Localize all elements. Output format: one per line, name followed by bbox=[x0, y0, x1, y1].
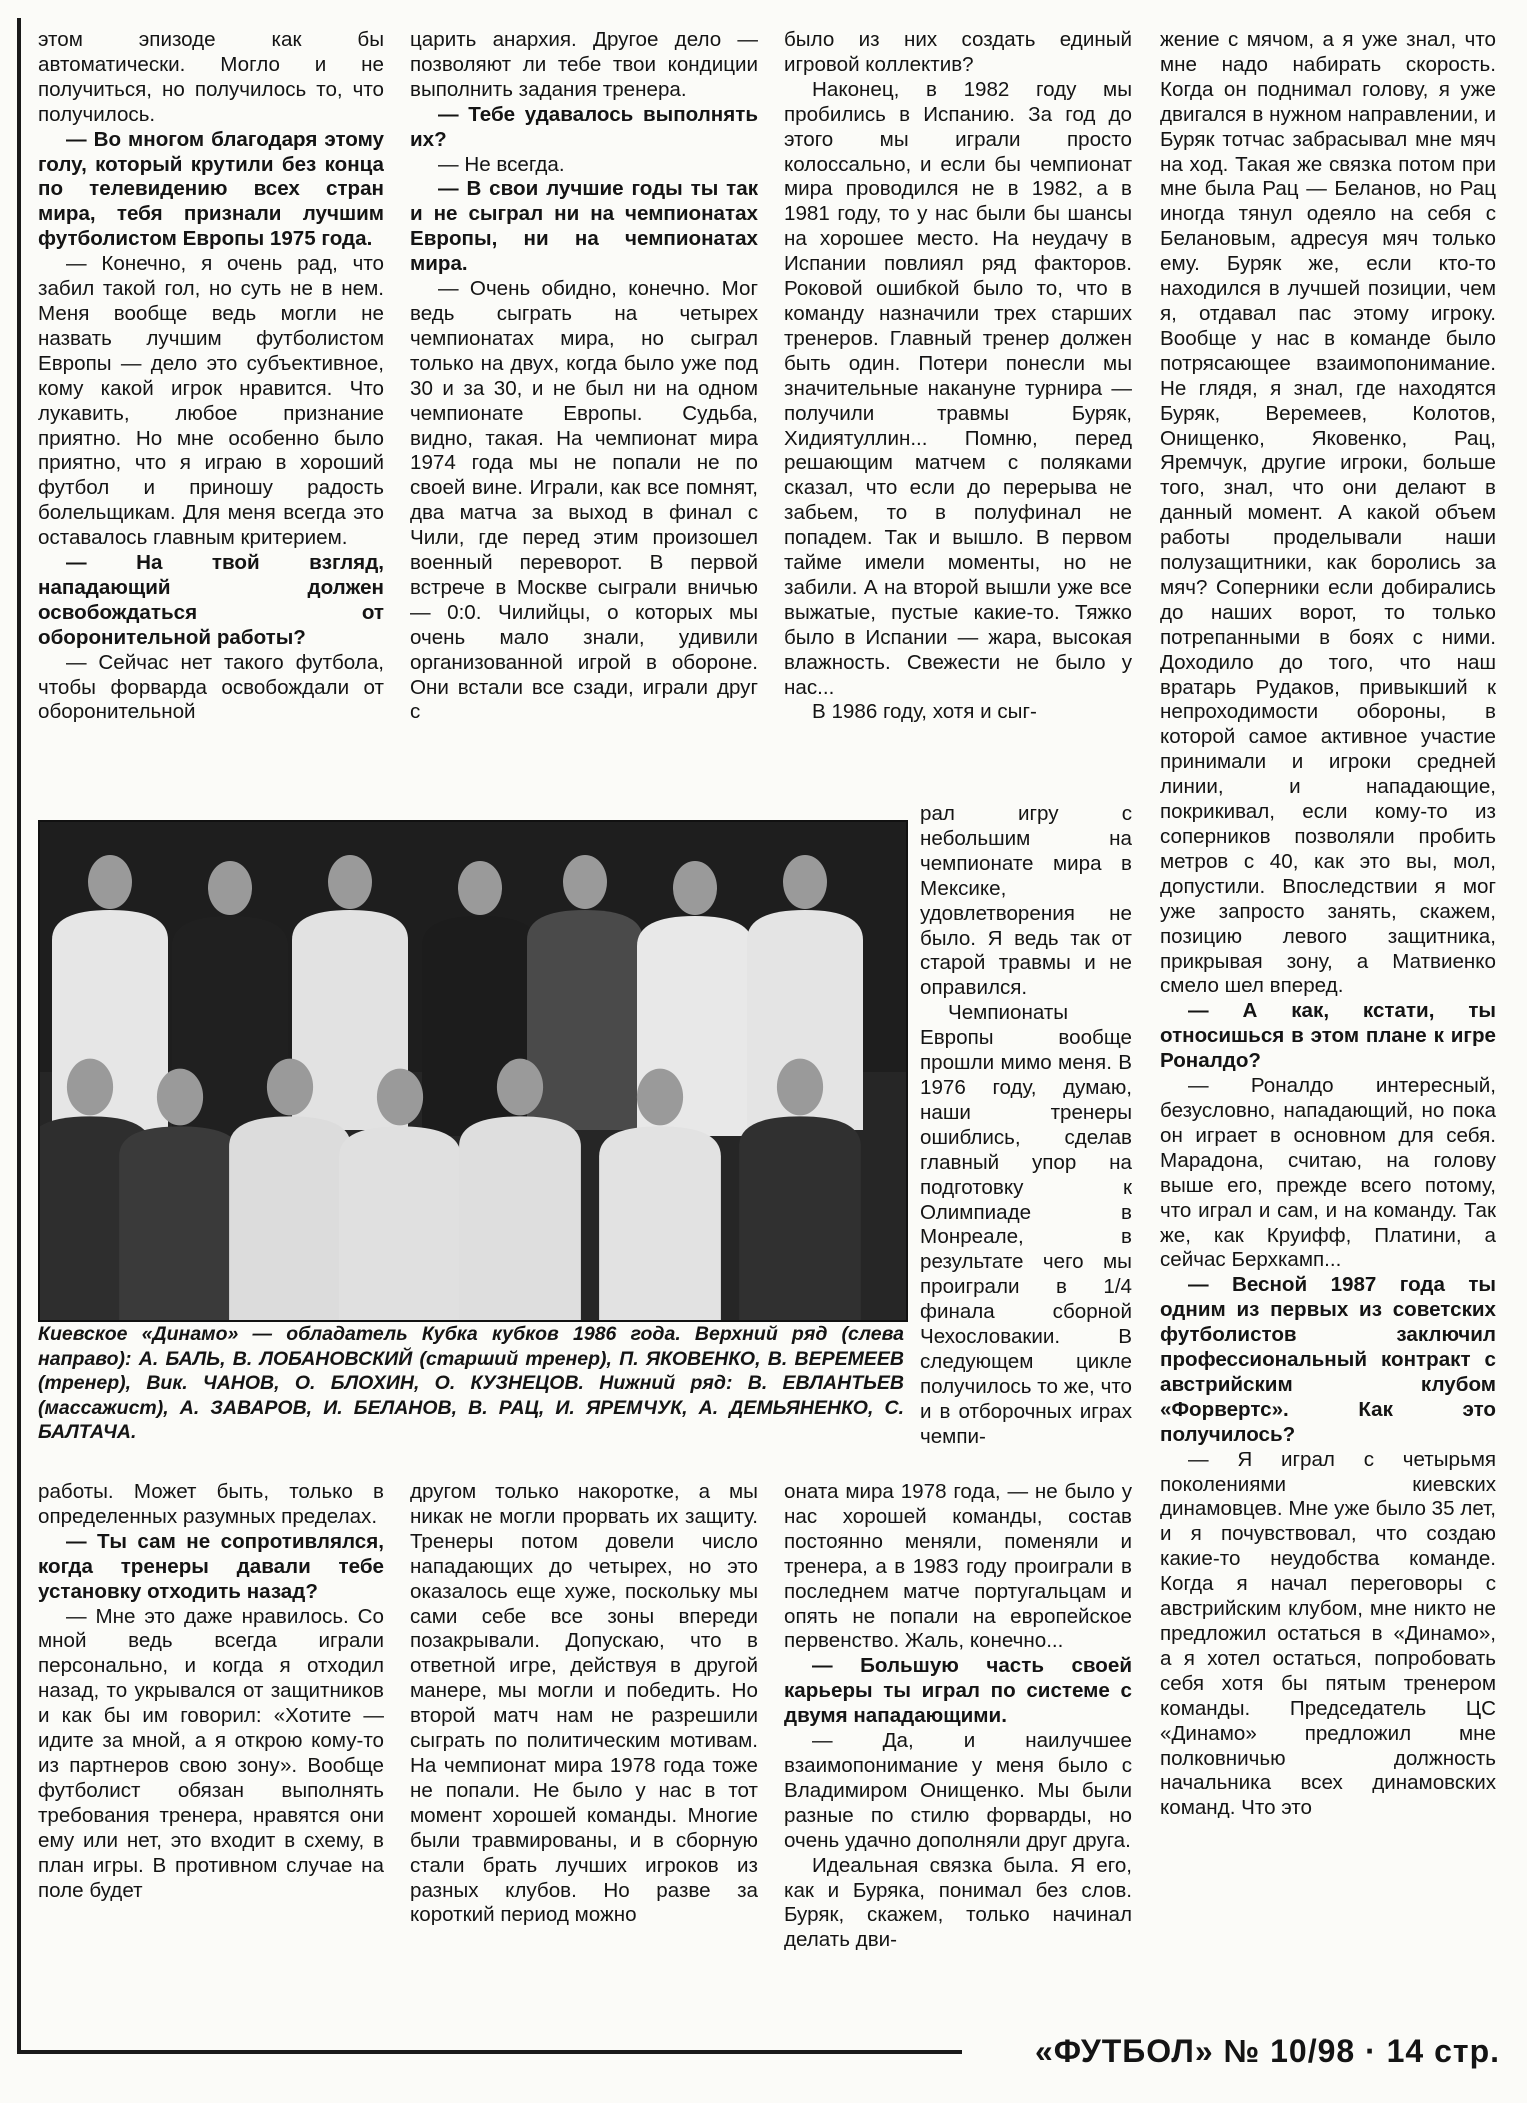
article-paragraph: — Конечно, я очень рад, что забил такой гол, но суть не в нем. Меня вообще ведь могли не назвать лучшим футболистом Европы — дело это субъективное, кому какой игрок нравится. Что лукавить, любое признание приятно. Но мне особенно было приятно, что я играю в хороший футбол и приношу радость болельщикам. Для меня всегда это оставалось главным критерием. bbox=[38, 252, 384, 550]
column-1-top bbox=[38, 28, 384, 800]
column-1-bottom bbox=[38, 1480, 384, 2040]
article-paragraph: — Мне это даже нравилось. Со мной ведь всегда играли персонально, и когда я отходил назад, то укрывался от защитников и как бы им говорил: «Хотите — идите за мной, а я открою кому-то из партнеров свою зону». Вообще футболист обязан выполнять требования тренера, нравятся они ему или нет, это входит в схему, в план игры. В противном случае на поле будет bbox=[38, 1604, 384, 1902]
interview-question: — Тебе удавалось выполнять их? bbox=[410, 102, 758, 151]
column-3-top bbox=[784, 28, 1132, 800]
article-paragraph: Чемпионаты Европы вообще прошли мимо меня. В 1976 году, думаю, наши тренеры ошиблись, сделав главный упор на подготовку к Олимпиаде в Монреале, в результате чего мы проиграли в 1/4 финала сборной Чехословакии. В следующем цикле получилось то же, что и в отборочных играх чемпи- bbox=[920, 1001, 1132, 1448]
article-paragraph: В 1986 году, хотя и сыг- bbox=[812, 700, 1037, 724]
article-paragraph: — Очень обидно, конечно. Мог ведь сыграть на четырех чемпионатах мира, но сыграл только на двух, когда было уже под 30 и за 30, и не был ни на одном чемпионате Европы. Судьба, видно, такая. На чемпионат мира 1974 года мы не попали не по своей вине. Играли, как все помнят, два матча за выход в финал с Чили, где перед этим произошел военный переворот. В первой встрече в Москве сыграли вничью — 0:0. Чилийцы, о которых мы очень мало знали, удивили организованной игрой в обороне. Они встали все сзади, играли друг с bbox=[410, 277, 758, 724]
article-paragraph: этом эпизоде как бы автоматически. Могло и не получиться, но получилось то, что получилось. bbox=[38, 28, 384, 126]
interview-question: — На твой взгляд, нападающий должен освобождаться от оборонительной работы? bbox=[38, 551, 384, 649]
article-paragraph: другом только накоротке, а мы никак не могли прорвать их защиту. Тренеры потом довели число нападающих до четырех, но это оказалось еще хуже, поскольку мы сами себе все зоны впереди позакрывали. Допускаю, что в ответной игре, действуя в другой манере, мы могли и победить. Но второй матч нам не разрешили сыграть по политическим мотивам. На чемпионат мира 1978 года тоже не попали. Не было у нас в тот момент хорошей команды. Многие были травмированы, и в сборную стали брать лучших игроков из разных клубов. Но разве за короткий период можно bbox=[410, 1480, 758, 1927]
article-paragraph: жение с мячом, а я уже знал, что мне надо набирать скорость. Когда он поднимал голову, я уже двигался в нужном направлении, и Буряк тотчас забрасывал мне мяч на ход. Такая же связка потом при мне была Рац — Беланов, но Рац иногда тянул одеяло на себя с Белановым, адресуя мяч только ему. Буряк же, если кто-то находился в лучшей позиции, чем я, отдавал пас этому игроку. Вообще у нас в команде было потрясающее взаимопонимание. Не глядя, я знал, где находятся Буряк, Веремеев, Колотов, Онищенко, Яковенко, Рац, Яремчук, другие игроки, больше того, знал, что они делают в данный момент. А какой объем работы проделывали наши полузащитники, как боролись за мяч? Соперники если добирались до наших ворот, то только потрепанными в боях с ними. Доходило до того, что наш вратарь Рудаков, привыкший к непроходимости обороны, в которой самое активное участие принимали и игроки средней линии, и нападающие, покрикивал, если кому-то из соперников позволяли пробить метров с 40, как это вы, мол, допустили. Впоследствии я мог уже запросто занять, скажем, позицию левого защитника, прикрывая зону, а Матвиенко смело шел вперед. bbox=[1160, 28, 1496, 998]
article-paragraph: Наконец, в 1982 году мы пробились в Испанию. За год до этого мы играли просто колоссально, и если бы чемпионат мира проводился не в 1982, а в 1981 году, то у нас были бы шансы на хорошее место. На неудачу в Испании повлиял ряд факторов. Роковой ошибкой было то, что в команду назначили трех старших тренеров. Главный тренер должен быть один. Потери понесли мы значительные накануне турнира — получили травмы Буряк, Хидиятуллин... Помню, перед решающим матчем с поляками сказал, что если до перерыва не забьем, то в полуфинал не попадем. Так и вышло. В первом тайме имели моменты, но не забили. А на второй вышли уже все выжатые, пустые какие-то. Тяжко было в Испании — жара, высокая влажность. Свежести не было у нас... bbox=[784, 77, 1132, 699]
team-photo-illustration bbox=[40, 822, 906, 1320]
article-paragraph: царить анархия. Другое дело — позволяют ли тебе твои кондиции выполнить задания тренера. bbox=[410, 28, 758, 101]
column-4 bbox=[1160, 28, 1496, 2028]
article-paragraph: — Не всегда. bbox=[438, 152, 565, 176]
interview-question: — Большую часть своей карьеры ты играл по системе с двумя нападающими. bbox=[784, 1654, 1132, 1728]
team-photo bbox=[38, 820, 908, 1322]
interview-question: — Весной 1987 года ты одним из первых из советских футболистов заключил профессиональный контракт с австрийским клубом «Форвертс». Как это получилось? bbox=[1160, 1273, 1496, 1446]
article-paragraph: оната мира 1978 года, — не было у нас хорошей команды, состав постоянно меняли, поменяли и тренера, а в 1983 году проиграли в последнем матче португальцам и опять не попали на европейское первенство. Жаль, конечно... bbox=[784, 1480, 1132, 1653]
article-paragraph: — Сейчас нет такого футбола, чтобы форварда освобождали от оборонительной bbox=[38, 650, 384, 724]
column-2-bottom bbox=[410, 1480, 758, 2040]
article-paragraph: Идеальная связка была. Я его, как и Буряка, понимал без слов. Буряк, скажем, только начинал делать дви- bbox=[784, 1853, 1132, 1952]
page-footer: «ФУТБОЛ» № 10/98 · 14 стр. bbox=[1034, 2033, 1500, 2069]
article-paragraph: — Да, и наилучшее взаимопонимание у меня было с Владимиром Онищенко. Мы были разные по стилю форварды, но очень удачно дополняли друг друга. bbox=[784, 1729, 1132, 1852]
interview-question: — В свои лучшие годы ты так и не сыграл ни на чемпионатах Европы, ни на чемпионатах мира. bbox=[410, 177, 758, 276]
article-paragraph: было из них создать единый игровой коллектив? bbox=[784, 28, 1132, 76]
article-paragraph: работы. Может быть, только в определенных разумных пределах. bbox=[38, 1480, 384, 1528]
interview-question: — Во многом благодаря этому голу, который крутили без конца по телевидению всех стран мира, тебя признали лучшим футболистом Европы 1975 года. bbox=[38, 127, 384, 251]
column-2-top bbox=[410, 28, 758, 800]
column-3-bottom bbox=[784, 1480, 1132, 2040]
article-paragraph: — Я играл с четырьмя поколениями киевских динамовцев. Мне уже было 35 лет, и я почувствовал, что создаю какие-то неудобства команде. Когда я начал переговоры с австрийским клубом, мне никто не предложил остаться в «Динамо», а я хотел остаться, попробовать себя хотя бы пятым тренером команды. Председатель ЦС «Динамо» предложил мне полковничью должность начальника всех динамовских команд. Что это bbox=[1160, 1447, 1496, 1820]
interview-question: — А как, кстати, ты относишься в этом плане к игре Роналдо? bbox=[1160, 999, 1496, 1073]
article-paragraph: рал игру с небольшим на чемпионате мира в Мексике, удовлетворения не было. Я ведь так от старой травмы и не оправился. bbox=[920, 802, 1132, 1000]
interview-question: — Ты сам не сопротивлялся, когда тренеры давали тебе установку отходить назад? bbox=[38, 1529, 384, 1603]
left-border-rule bbox=[17, 18, 21, 2053]
photo-caption: Киевское «Динамо» — обладатель Кубка кубков 1986 года. Верхний ряд (слева направо): А. БАЛЬ, В. ЛОБАНОВСКИЙ (старший тренер), П. ЯКОВЕНКО, В. ВЕРЕМЕЕВ (тренер), Вик. ЧАНОВ, О. БЛОХИН, О. КУЗНЕЦОВ. Нижний ряд: В. ЕВЛАНТЬЕВ (массажист), А. ЗАВАРОВ, И. БЕЛАНОВ, В. РАЦ, И. ЯРЕМЧУК, А. ДЕМЬЯНЕНКО, С. БАЛТАЧА. bbox=[38, 1323, 904, 1443]
column-3-beside-photo bbox=[920, 802, 1132, 1478]
bottom-border-rule bbox=[17, 2050, 962, 2054]
article-paragraph: — Роналдо интересный, безусловно, нападающий, но пока он играет в основном для себя. Марадона, считаю, на голову выше его, прежде всего потому, что играл и сам, и на команду. Так же, как Круифф, Платини, а сейчас Берхкамп... bbox=[1160, 1074, 1496, 1272]
